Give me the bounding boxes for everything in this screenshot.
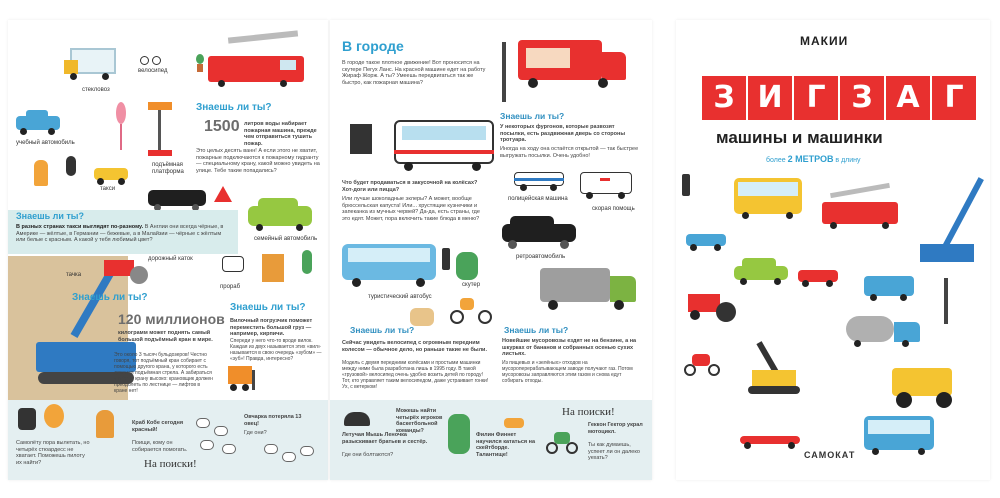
- roller-illustration: [104, 256, 148, 284]
- label-police-car: полицейская машина: [508, 196, 568, 202]
- find-bat-question: Летучая Мышь Леночка разыскивает братьев и сестёр.: [342, 432, 428, 445]
- cover-bus-2-illustration: [864, 416, 936, 460]
- motorcycle-icon: [546, 428, 580, 456]
- taxi-yellow-illustration: [94, 164, 128, 184]
- van-fact-body: Иногда на ходу она остаётся открытой — так быстрее выгружать посылки. Очень удобно!: [500, 146, 639, 159]
- section-heading: В городе: [342, 38, 404, 54]
- label-platform: подъёмная платформа: [152, 162, 184, 175]
- title-letter-4: З: [840, 76, 884, 120]
- hydrant-icon: [34, 160, 48, 186]
- garbage-fact-body: Из пищевых и «зелёных» отходов на мусороперерабатывающем заводе получают газ. Потом мусоровозы заправляются этим газом и снова едут собирать отходы.: [502, 360, 633, 384]
- girl-icon: [96, 410, 114, 438]
- van-fact-heading: Знаешь ли ты?: [500, 111, 565, 121]
- cover-excavator-illustration: [736, 340, 812, 398]
- cover-fire-truck-illustration: [822, 188, 900, 232]
- bicycle-illustration: [140, 52, 162, 66]
- find-crab-question: Краб Кобе сегодня красный!: [132, 420, 184, 433]
- bike-fact-lead: Сейчас увидеть велосипед с огромным передним колесом — обычное дело, но раньше такие не были.: [342, 340, 487, 353]
- scooter-rider-icon: [456, 252, 478, 280]
- city-bus-illustration: [394, 120, 496, 174]
- cover-race-car-illustration: [740, 432, 800, 450]
- traffic-light-icon: [442, 248, 450, 270]
- find-gecko-question-2: Ты как думаешь, успеет ли он далеко уехать?: [588, 442, 640, 462]
- frog-player-icon: [448, 414, 470, 454]
- city-intro: В городе такое плотное движение! Вот проносится на скутере Пегух Ланс. На красной машине едет на работу Жираф Жорж. А ты? Умеешь передвигаться так же быстро, как пожарная машина?: [342, 60, 486, 86]
- forklift-illustration: [228, 366, 268, 392]
- fact3-number: 120 миллионов: [118, 311, 225, 327]
- police-car-illustration: [514, 168, 564, 192]
- learner-car-illustration: [16, 110, 60, 136]
- cow-icon: [222, 256, 244, 272]
- label-bicycle: велосипед: [138, 68, 168, 74]
- label-taxi: такси: [100, 186, 116, 192]
- fact2-text: [16, 224, 226, 244]
- fire-truck-illustration: [208, 34, 308, 94]
- title-letter-1: З: [702, 76, 746, 120]
- sheep-group-icon-2: [264, 444, 320, 474]
- fact3-body: Это около 3 тысяч бульдозеров! Честно говоря, тот подъёмный кран собирает с помощью другого крана, у которого есть длинная подъёмная стрела. А забираться к кабине крану высоко: крановщик должен преодолеть по лестнице — лифтов в кране нет!: [114, 352, 213, 394]
- spread-page-middle: [330, 20, 652, 480]
- plant-icon-2: [302, 250, 312, 274]
- label-foreman: прораб: [220, 284, 241, 290]
- spread-page-left: [8, 20, 328, 480]
- platform-lift-illustration: [148, 102, 172, 160]
- dog-icon: [410, 308, 434, 326]
- cargo-bike-illustration: [450, 298, 496, 326]
- sheep-group-icon: [196, 418, 240, 458]
- fact2-lead: В разных странах такси выглядят по-разному.: [16, 224, 144, 230]
- label-tour-bus: туристический автобус: [368, 294, 432, 300]
- cover-bus-illustration: [734, 178, 804, 224]
- tagline-bold: 2 МЕТРОВ: [787, 154, 834, 164]
- parcel-icon: [262, 254, 284, 282]
- fact1-heading: Знаешь ли ты?: [196, 102, 272, 113]
- find-sheep-question-2: Где они?: [244, 430, 267, 436]
- title-letter-2: И: [748, 76, 792, 120]
- hourglass-icon: [44, 404, 64, 428]
- cover-lamp-icon: [944, 278, 948, 324]
- publisher-top: МАКИИ: [800, 34, 849, 48]
- tagline-pre: более: [766, 157, 786, 164]
- title-letter-3: Г: [794, 76, 838, 120]
- pilot-icon: [18, 408, 36, 430]
- warning-sign-icon: [214, 186, 232, 202]
- bee-icon: [64, 156, 78, 178]
- fact4-heading: Знаешь ли ты?: [230, 302, 306, 313]
- label-ambulance: скорая помощь: [592, 206, 635, 212]
- find-gecko-question: Геккон Гектор украл мотоцикл.: [588, 422, 643, 435]
- fact1-number: 1500: [204, 118, 240, 135]
- cover-van-illustration: [864, 274, 916, 304]
- bike-fact-body: Модель с двумя передними колёсами и простыми машинки между ними была разработана лишь в 1995 году. В такой «грузовой» велосипед очень удобно возить детей по городу! Тот, кто управляет таким велосипедом, даже устраивает гонки! Ух, с ветерком!: [342, 360, 489, 390]
- find-heading-2: На поиски!: [562, 406, 615, 418]
- cover-traffic-light-icon: [682, 174, 690, 196]
- label-wheelbarrow: тачка: [66, 272, 82, 278]
- retro-car-illustration: [502, 216, 580, 250]
- find-crab-question-2: Поищи, кому он собирается помогать.: [132, 440, 188, 453]
- cover-tractor-illustration: [688, 288, 738, 324]
- find-sheep-question: Овчарка потеряла 13 овец!: [244, 414, 302, 427]
- label-family-car: семейный автомобиль: [254, 236, 318, 242]
- book-cover: [676, 20, 990, 480]
- cover-green-car-illustration: [734, 258, 788, 286]
- glass-truck-illustration: [70, 38, 130, 82]
- menu-board-icon: [350, 124, 372, 154]
- family-car-illustration: [248, 196, 312, 232]
- delivery-van-illustration: [518, 34, 638, 98]
- label-scooter: скутер: [462, 282, 481, 288]
- find-heading: На поиски!: [144, 458, 197, 470]
- bat-icon: [344, 412, 370, 426]
- find-frog-question: Филин Финнет научился кататься на скейтборде. Талантище!: [476, 432, 536, 458]
- garbage-fact-lead: Новейшие мусоровозы ездят не на бензине, а на шкурках от бананов и собранных осенью сухих листьях.: [502, 338, 637, 358]
- publisher-bottom: САМОКАТ: [804, 450, 856, 460]
- tagline-post: в длину: [835, 157, 861, 164]
- skateboard-icon: [504, 418, 524, 428]
- fact2-body: В Англии они всегда чёрные, в Америке — жёлтые, в Германии — бежевые, а в Малайзии — чёрные с жёлтым или белые с красным. А какой у тебя любимый цвет?: [16, 224, 224, 244]
- taxi-black-illustration: [148, 186, 206, 212]
- plant-icon: [194, 54, 206, 72]
- cover-motorbike-icon: [684, 350, 722, 378]
- cover-loader-illustration: [892, 358, 972, 410]
- fact1-lead: литров воды набирает пожарная машина, прежде чем отправиться тушить пожар.: [244, 121, 317, 147]
- bike-fact-heading: Знаешь ли ты?: [350, 325, 415, 335]
- cover-tagline: [766, 154, 861, 164]
- find-ball-question: Можешь найти четырёх игроков баскетбольной команды?: [396, 408, 443, 434]
- fact4-body: Спереди у него что-то вроде вилок. Каждая из двух называется этих «вил» называется в свою очередь «зубом» — «зуб»! Правда, интересно?: [230, 338, 322, 362]
- van-fact-lead: У некоторых фургонов, которые развозят посылки, есть раздвижная дверь со стороны тротуара.: [500, 124, 626, 144]
- label-glass-truck: стекловоз: [82, 87, 110, 93]
- food-truck-text: Или лучше шоколадные эклеры? А может, вообще брюссельская капуста! Или... хрустящие кузнечики и запеканка из мучных червей? Да-да, есть страны, где это едят. Может, пора включить такие блюда в меню?: [342, 196, 480, 222]
- title-letter-6: Г: [932, 76, 976, 120]
- tour-bus-illustration: [342, 244, 438, 290]
- ambulance-illustration: [580, 170, 632, 200]
- label-learner-car: учебный автомобиль: [16, 140, 75, 146]
- garbage-fact-heading: Знаешь ли ты?: [504, 325, 569, 335]
- garbage-truck-illustration: [540, 264, 640, 314]
- cover-crane-illustration: [916, 168, 976, 268]
- fact3-heading: Знаешь ли ты?: [72, 292, 148, 303]
- find-pilot-question: Самолёту пора вылетать, но четырёх стюардесс не хватает. Поможешь пилоту их найти?: [16, 440, 90, 466]
- food-truck-question: Что будет продаваться в закусочной на колёсах? Хот-доги или пицца?: [342, 180, 478, 193]
- cover-red-car-illustration: [798, 266, 838, 288]
- fact3-lead: килограмм может поднять самый большой подъёмный кран в мире.: [118, 330, 213, 343]
- fact4-lead: Вилочный погрузчик поможет переместить большой груз — например, кирпичи.: [230, 318, 313, 338]
- cover-subtitle: машины и машинки: [716, 128, 883, 147]
- cover-blue-car-illustration: [686, 230, 726, 252]
- find-bat-question-2: Где они болтаются?: [342, 452, 394, 458]
- label-retro-car: ретроавтомобиль: [516, 254, 566, 260]
- fact1-body: Это целых десять ванн! А если этого не хватит, пожарные подключаются к пожарному гидранту — специальному крану, какой можно увидеть на улице. Тебе такие попадались?: [196, 148, 320, 174]
- lamp-icon: [502, 42, 506, 102]
- fact2-heading: Знаешь ли ты?: [16, 211, 84, 221]
- cover-cement-mixer-illustration: [846, 312, 922, 352]
- flamingo-icon: [110, 102, 130, 152]
- label-roller: дорожный каток: [148, 256, 193, 262]
- title-letter-5: А: [886, 76, 930, 120]
